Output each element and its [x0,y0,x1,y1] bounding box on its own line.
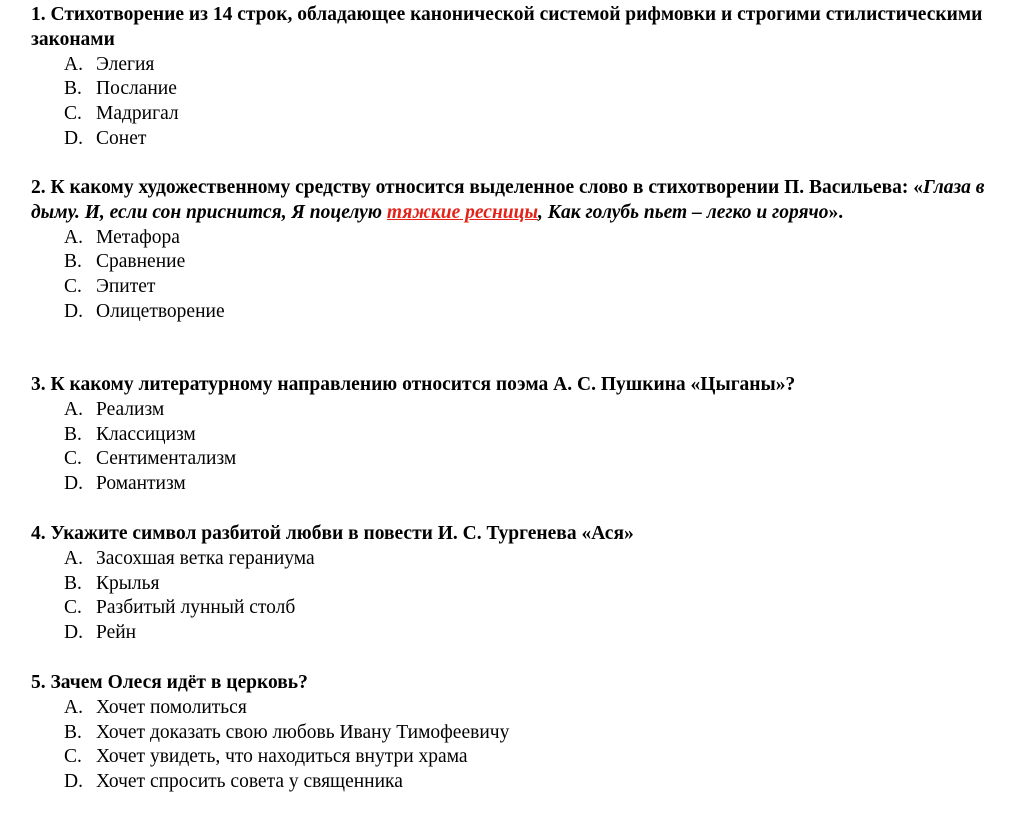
question-4-options [31,547,991,646]
question-2-text [31,176,991,226]
question-4-number: 4. [31,523,46,544]
option-1a [31,53,991,78]
question-2-prompt: К какому художественному средству относится выделенное слово в стихотворении П. Васильева: « [50,177,923,198]
question-5-text [31,671,991,696]
option-3d [31,472,991,497]
option-letter: C. [64,448,82,470]
option-letter: B. [64,572,82,594]
option-text: Сонет [96,127,147,149]
option-3b [31,423,991,448]
option-3a [31,398,991,423]
option-letter: A. [64,696,83,718]
option-text: Рейн [96,622,137,644]
option-text: Разбитый лунный столб [96,597,296,619]
option-text: Сентиментализм [96,448,237,470]
question-1-prompt: Стихотворение из 14 строк, обладающее канонической системой рифмовки и строгими стилистическими законами [31,4,983,50]
option-5d [31,770,991,795]
option-text: Эпитет [96,276,156,298]
option-text: Хочет увидеть, что находиться внутри храма [96,746,468,768]
question-1-options [31,53,991,152]
option-letter: A. [64,226,83,248]
question-4-text [31,522,991,547]
option-text: Метафора [96,226,180,248]
option-letter: A. [64,547,83,569]
option-text: Послание [96,78,177,100]
option-text: Крылья [96,572,160,594]
option-text: Олицетворение [96,300,225,322]
option-letter: C. [64,103,82,125]
option-letter: C. [64,276,82,298]
highlighted-phrase: тяжкие ресницы [386,201,538,223]
question-5-number: 5. [31,672,46,693]
option-1b [31,77,991,102]
question-1 [31,3,991,152]
question-3-text [31,373,991,398]
option-text: Засохшая ветка гераниума [96,547,315,569]
option-2b [31,250,991,275]
option-text: Элегия [96,53,155,75]
option-letter: D. [64,127,83,149]
option-letter: C. [64,597,82,619]
option-4b [31,572,991,597]
option-letter: D. [64,771,83,793]
option-2c [31,275,991,300]
question-4-prompt: Укажите символ разбитой любви в повести И. С. Тургенева «Ася» [50,523,634,544]
question-2-closing: ». [828,201,844,223]
option-text: Хочет помолиться [96,696,247,718]
option-5a [31,696,991,721]
option-4d [31,621,991,646]
question-4 [31,522,991,646]
option-text: Реализм [96,398,165,420]
question-5-prompt: Зачем Олеся идёт в церковь? [50,672,308,693]
option-text: Романтизм [96,473,186,495]
option-letter: D. [64,473,83,495]
option-text: Хочет доказать свою любовь Ивану Тимофеевичу [96,721,510,743]
question-3-number: 3. [31,374,46,395]
option-letter: A. [64,53,83,75]
option-4c [31,596,991,621]
option-text: Хочет спросить совета у священника [96,771,403,793]
question-3 [31,373,991,497]
question-3-options [31,398,991,497]
option-letter: B. [64,423,82,445]
option-5c [31,745,991,770]
option-4a [31,547,991,572]
question-1-number: 1. [31,4,46,25]
option-5b [31,721,991,746]
option-letter: D. [64,300,83,322]
option-letter: D. [64,622,83,644]
option-letter: B. [64,251,82,273]
option-3c [31,447,991,472]
option-1c [31,102,991,127]
option-letter: B. [64,721,82,743]
option-2d [31,300,991,325]
option-text: Мадригал [96,103,179,125]
question-1-text [31,3,991,53]
option-2a [31,226,991,251]
question-3-prompt: К какому литературному направлению относится поэма А. С. Пушкина «Цыганы»? [50,374,796,395]
option-letter: A. [64,398,83,420]
question-2-options [31,226,991,325]
question-5-options [31,696,991,795]
option-letter: B. [64,78,82,100]
option-letter: C. [64,746,82,768]
option-text: Классицизм [96,423,196,445]
question-5 [31,671,991,795]
option-text: Сравнение [96,251,186,273]
option-1d [31,127,991,152]
question-2-number: 2. [31,177,46,198]
question-2 [31,176,991,325]
poem-quote-before: Глаза в дыму. И, если сон приснится, Я поцелую [31,177,985,223]
poem-quote-after: , Как голубь пьет – легко и горячо [538,201,829,223]
